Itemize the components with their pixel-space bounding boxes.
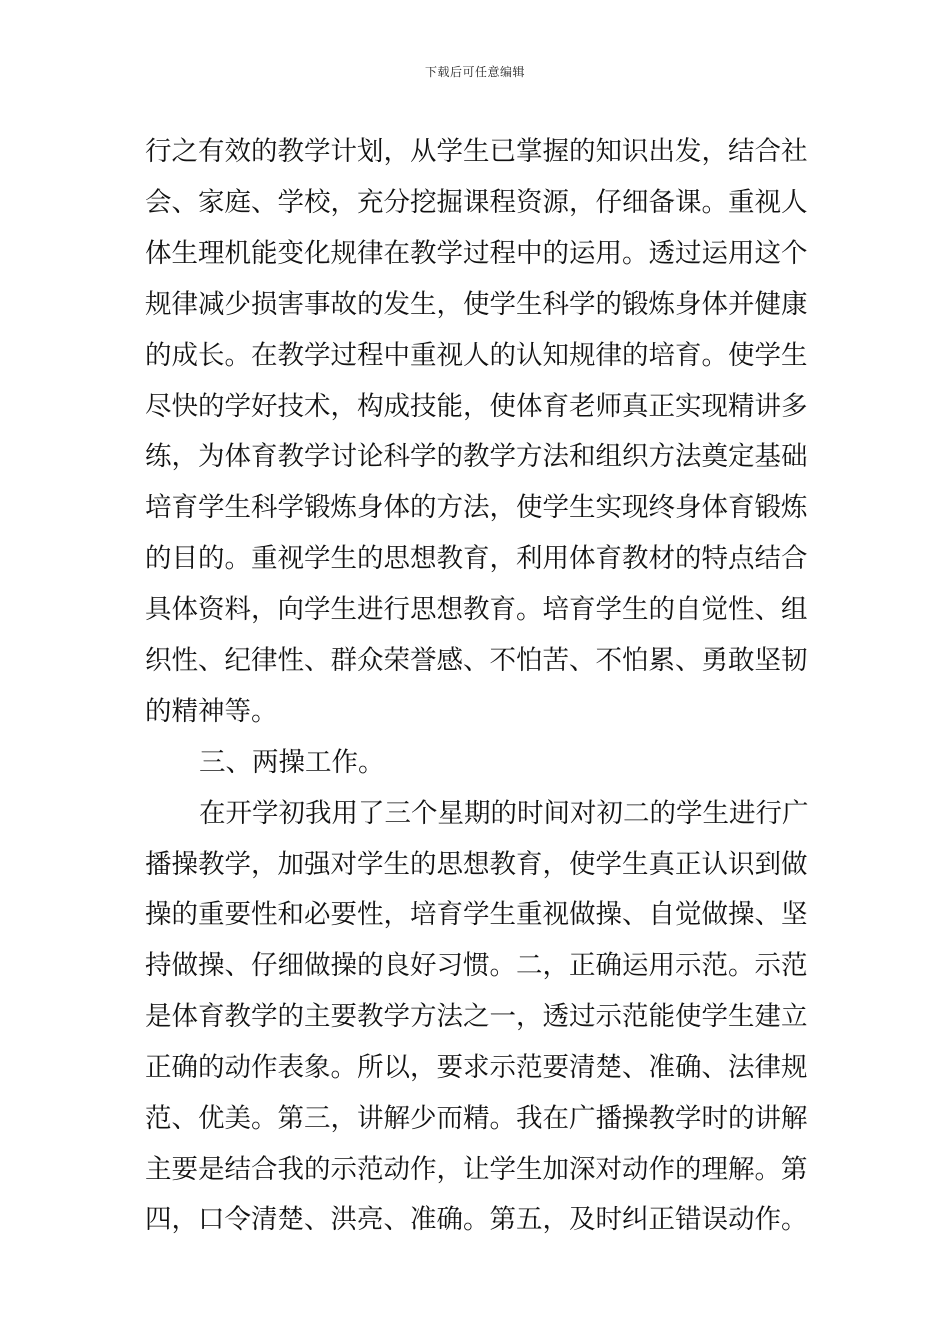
body-line: 持做操、仔细做操的良好习惯。二，正确运用示范。示范 [145,950,808,981]
body-line: 播操教学，加强对学生的思想教育，使学生真正认识到做 [145,849,808,880]
body-line: 的目的。重视学生的思想教育，利用体育教材的特点结合 [145,543,808,574]
body-line: 范、优美。第三，讲解少而精。我在广播操教学时的讲解 [145,1103,808,1134]
body-line: 主要是结合我的示范动作，让学生加深对动作的理解。第 [145,1154,808,1185]
body-line: 四，口令清楚、洪亮、准确。第五，及时纠正错误动作。 [145,1204,808,1235]
body-line: 体生理机能变化规律在教学过程中的运用。透过运用这个 [145,238,808,269]
body-line: 操的重要性和必要性，培育学生重视做操、自觉做操、坚 [145,899,808,930]
body-line: 规律减少损害事故的发生，使学生科学的锻炼身体并健康 [145,289,808,320]
body-line: 会、家庭、学校，充分挖掘课程资源，仔细备课。重视人 [145,187,808,218]
body-line: 具体资料，向学生进行思想教育。培育学生的自觉性、组 [145,594,808,625]
body-line: 在开学初我用了三个星期的时间对初二的学生进行广 [199,798,809,829]
page-header: 下载后可任意编辑 [424,65,525,79]
body-line: 练，为体育教学讨论科学的教学方法和组织方法奠定基础 [145,441,808,472]
body-line: 是体育教学的主要教学方法之一，透过示范能使学生建立 [145,1001,808,1032]
body-line: 尽快的学好技术，构成技能，使体育老师真正实现精讲多 [145,391,808,422]
body-line: 织性、纪律性、群众荣誉感、不怕苦、不怕累、勇敢坚韧 [145,645,808,676]
section-heading: 三、两操工作。 [199,747,385,778]
body-line: 行之有效的教学计划，从学生已掌握的知识出发，结合社 [145,136,808,167]
body-line: 的成长。在教学过程中重视人的认知规律的培育。使学生 [145,340,808,371]
body-line: 培育学生科学锻炼身体的方法，使学生实现终身体育锻炼 [145,492,808,523]
body-line: 的精神等。 [145,696,278,727]
body-line: 正确的动作表象。所以，要求示范要清楚、准确、法律规 [145,1052,808,1083]
